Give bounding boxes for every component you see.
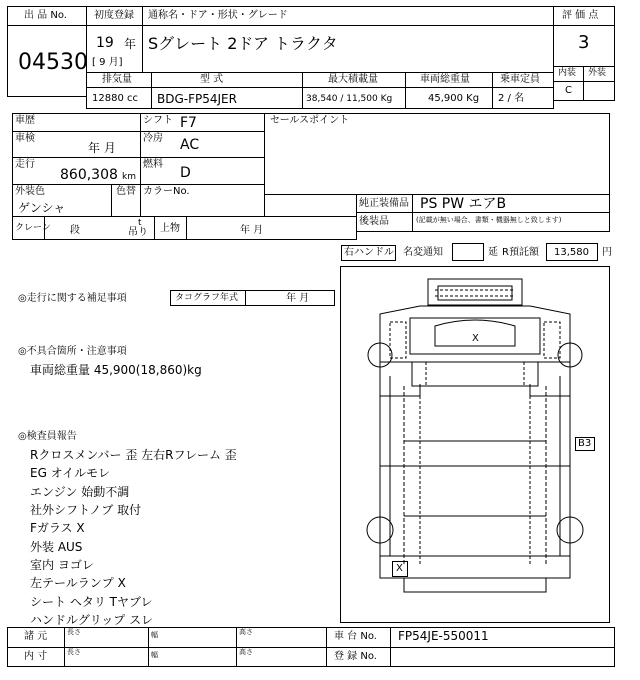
first-reg-month: [ 9 月] (92, 57, 123, 68)
divider (245, 290, 246, 306)
divider (405, 72, 406, 109)
color-change-label: 色替 (116, 186, 136, 197)
eval-label: 評 価 点 (562, 10, 599, 21)
shift-label: シフト (143, 115, 173, 126)
gvw-value: 45,900 Kg (428, 93, 480, 104)
first-reg-year: 19 (96, 35, 114, 51)
specs-footer-label: 諸 元 (24, 631, 48, 642)
displacement-value: 12880 cc (92, 93, 138, 104)
divider (12, 184, 265, 185)
sales-point-label: セールスポイント (270, 115, 350, 126)
length-label: 長さ (67, 628, 81, 636)
upper-ym: 年 月 (240, 225, 264, 236)
inspection-label: 車検 (15, 133, 35, 144)
model-label: 型 式 (200, 74, 224, 85)
divider (64, 627, 65, 667)
color-code-label: カラーNo. (143, 186, 190, 197)
year-unit: 年 (124, 37, 137, 51)
shift-value: F7 (180, 115, 197, 131)
rhd-label: 右ハンドル (344, 247, 394, 258)
length-label: 長さ (67, 648, 81, 656)
diagram-mark-b3: B3 (578, 438, 592, 449)
inspector-title: ◎検査員報告 (18, 431, 77, 442)
inspector-line: 社外シフトノブ 取付 (30, 503, 142, 517)
recycle-amount: 13,580 (554, 247, 589, 258)
mileage-unit: km (122, 172, 136, 182)
max-load-label: 最大積載量 (328, 74, 378, 85)
name-label: 通称名・ドア・形状・グレード (148, 10, 288, 21)
equipment-value: PS PW エアB (420, 196, 507, 212)
eval-score: 3 (578, 32, 590, 53)
width-label: 幅 (151, 631, 158, 639)
mileage-value: 860,308 (60, 167, 118, 183)
recycle-label: R預託額 (502, 247, 539, 258)
divider (140, 184, 141, 217)
inspector-line: Fガラス X (30, 521, 85, 535)
inspector-line: ハンドルグリップ スレ (30, 613, 154, 627)
crane-lift: 吊り (128, 227, 148, 238)
divider (390, 627, 391, 667)
exterior-label: 外装 (588, 68, 607, 78)
first-reg-label: 初度登録 (94, 10, 134, 21)
lot-label: 出 品 No. (24, 10, 67, 21)
divider (326, 627, 327, 667)
divider (186, 216, 187, 240)
name-change-label: 名変通知 (403, 247, 443, 258)
divider (492, 72, 493, 109)
model-value: BDG-FP54JER (157, 92, 237, 106)
crane-row (12, 216, 357, 240)
aircon-label: 冷房 (143, 133, 163, 144)
color-label: 外装色 (15, 186, 45, 197)
divider (302, 72, 303, 109)
interior-grade: C (565, 85, 572, 96)
driving-notes-title: ◎走行に関する補足事項 (18, 293, 127, 304)
width-label: 幅 (151, 651, 158, 659)
tacho-label: タコグラフ年式 (175, 293, 239, 303)
fuel-label: 燃料 (143, 159, 163, 170)
divider (154, 216, 155, 240)
crane-steps: 段 (70, 225, 80, 236)
divider (111, 184, 112, 217)
inspection-value: 年 月 (88, 141, 116, 155)
color-value: ゲンシャ (18, 201, 66, 215)
height-label: 高さ (239, 628, 253, 636)
inspector-line: EG オイルモレ (30, 466, 111, 480)
inspector-line: 室内 ヨゴレ (30, 558, 94, 572)
height-label: 高さ (239, 648, 253, 656)
lot-number: 04530 (18, 50, 88, 75)
inspector-line: 左テールランプ X (30, 576, 126, 590)
aftermarket-label: 後装品 (359, 216, 389, 227)
chassis-label: 車 台 No. (334, 631, 377, 642)
equipment-label: 純正装備品 (359, 198, 409, 209)
upper-label: 上物 (160, 223, 180, 234)
divider (148, 627, 149, 667)
inspector-line: 外装 AUS (30, 540, 83, 554)
history-label: 車歴 (15, 115, 35, 126)
exterior-grade-box (583, 81, 615, 101)
fuel-value: D (180, 165, 191, 181)
divider (7, 647, 615, 648)
diagram-mark-x-bottom: X (396, 563, 403, 574)
inspector-line: Rクロスメンバー 歪 左右Rフレーム 歪 (30, 448, 237, 462)
inspector-line: シート ヘタリ Tヤブレ (30, 595, 153, 609)
displacement-label: 排気量 (102, 74, 132, 85)
registration-label: 登 録 No. (334, 651, 377, 662)
capacity-value: 2 / 名 (498, 93, 525, 104)
capacity-label: 乗車定員 (500, 74, 540, 85)
contents-footer-label: 内 寸 (24, 651, 48, 662)
name-change-box (452, 243, 484, 261)
divider (236, 627, 237, 667)
mileage-label: 走行 (15, 159, 35, 170)
defect-title: ◎不具合箇所・注意事項 (18, 346, 127, 357)
gvw-label: 車両総重量 (420, 74, 470, 85)
tax-label: 延 (488, 247, 498, 258)
diagram-mark-x: X (472, 333, 479, 344)
recycle-unit: 円 (602, 247, 612, 258)
defect-line: 車両総重量 45,900(18,860)kg (30, 363, 202, 377)
specs-header (86, 72, 554, 88)
tacho-ym: 年 月 (286, 293, 310, 304)
crane-t: t (138, 218, 142, 228)
aircon-value: AC (180, 137, 200, 153)
inspector-line: エンジン 始動不調 (30, 485, 130, 499)
vehicle-name: Sグレート 2ドア トラクタ (148, 34, 338, 53)
aftermarket-note: (記載が無い場合、書類・機器無しと致します) (416, 216, 562, 224)
crane-label: クレーン (15, 223, 51, 233)
truck-diagram (340, 266, 610, 623)
interior-label: 内装 (558, 68, 577, 78)
divider (151, 72, 152, 109)
divider (12, 131, 265, 132)
max-load-value: 38,540 / 11,500 Kg (306, 94, 393, 104)
divider (140, 113, 141, 185)
divider (12, 157, 265, 158)
chassis-number: FP54JE-550011 (398, 629, 489, 643)
